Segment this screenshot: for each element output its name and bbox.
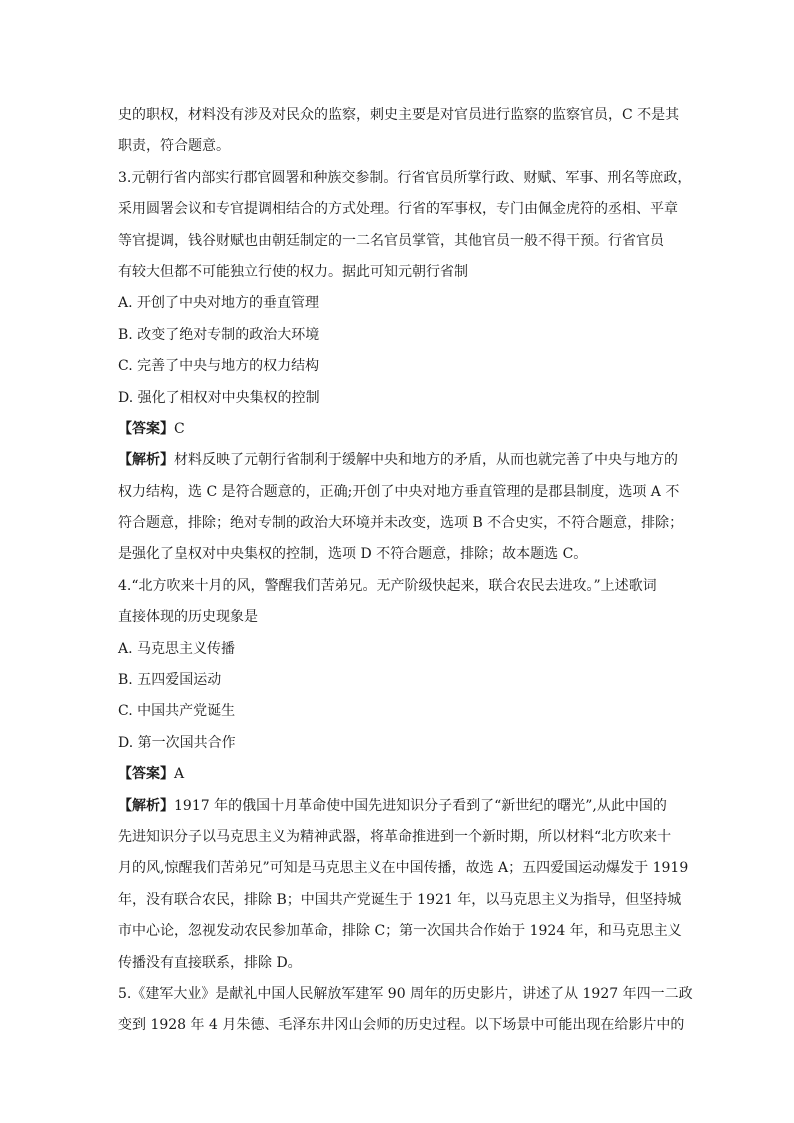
question-4-analysis-line: 先进知识分子以马克思主义为精神武器，将革命推进到一个新时期，所以材料“北方吹来十 <box>118 828 672 845</box>
intro-line: 职责，符合题意。 <box>118 138 230 155</box>
question-4-stem-line: 直接体现的历史现象是 <box>118 609 258 626</box>
question-3-option-d: D. 强化了相权对中央集权的控制 <box>118 389 320 406</box>
question-3-option-c: C. 完善了中央与地方的权力结构 <box>118 358 320 375</box>
question-4-option-a: A. 马克思主义传播 <box>118 640 236 657</box>
question-4-analysis-line: 月的风,惊醒我们苦弟兄”可知是马克思主义在中国传播，故选 A；五四爱国运动爆发于 1919 <box>118 860 689 877</box>
question-4-analysis-line: 传播没有直接联系，排除 D。 <box>118 954 302 971</box>
answer-label: 【答案】 <box>118 420 174 437</box>
question-3-option-a: A. 开创了中央对地方的垂直管理 <box>118 295 320 312</box>
analysis-label: 【解析】 <box>118 797 174 814</box>
question-4-analysis-line: 年，没有联合农民，排除 B；中国共产党诞生于 1921 年，以马克思主义为指导，但坚持城 <box>118 891 682 908</box>
answer-value: C <box>174 420 185 437</box>
analysis-label: 【解析】 <box>118 452 174 469</box>
answer-value: A <box>174 766 185 783</box>
question-4-analysis-line: 市中心论，忽视发动农民参加革命，排除 C；第一次国共合作始于 1924 年，和马克思主义 <box>118 923 682 940</box>
analysis-text: 材料反映了元朝行省制利于缓解中央和地方的矛盾，从而也就完善了中央与地方的 <box>174 452 678 469</box>
question-4-stem-line: 4.“北方吹来十月的风，警醒我们苦弟兄。无产阶级快起来，联合农民去进攻。”上述歌词 <box>118 577 657 594</box>
question-5-stem-line: 变到 1928 年 4 月朱德、毛泽东井冈山会师的历史过程。以下场景中可能出现在给影片中的 <box>118 1017 685 1034</box>
question-3-answer <box>118 414 678 445</box>
question-3-analysis-line <box>118 445 678 476</box>
question-3-stem-line: 有较大但都不可能独立行使的权力。据此可知元朝行省制 <box>118 263 468 280</box>
question-3-option-b: B. 改变了绝对专制的政治大环境 <box>118 326 320 343</box>
question-4-answer <box>118 759 678 790</box>
question-4-option-d: D. 第一次国共合作 <box>118 734 236 751</box>
question-3-stem-line: 采用圆署会议和专官提调相结合的方式处理。行省的军事权，专门由佩金虎符的丞相、平章 <box>118 201 678 218</box>
question-3-analysis-line: 是强化了皇权对中央集权的控制，选项 D 不符合题意，排除；故本题选 C。 <box>118 546 588 563</box>
question-5-stem-line: 5.《建军大业》是献礼中国人民解放军建军 90 周年的历史影片，讲述了从 1927 年四一二政 <box>118 985 693 1002</box>
question-4-option-c: C. 中国共产党诞生 <box>118 703 236 720</box>
question-4-option-b: B. 五四爱国运动 <box>118 672 222 689</box>
question-3-stem-line: 等官提调，钱谷财赋也由朝廷制定的一二名官员掌管，其他官员一般不得干预。行省官员 <box>118 232 664 249</box>
question-4-analysis-line <box>118 791 678 822</box>
answer-label: 【答案】 <box>118 766 174 783</box>
question-3-analysis-line: 权力结构，选 C 是符合题意的，正确;开创了中央对地方垂直管理的是郡县制度，选项 A 不 <box>118 483 680 500</box>
analysis-text: 1917 年的俄国十月革命使中国先进知识分子看到了“新世纪的曙光”,从此中国的 <box>174 797 667 814</box>
intro-line: 史的职权，材料没有涉及对民众的监察，刺史主要是对官员进行监察的监察官员，C 不是其 <box>118 107 680 123</box>
document-body <box>118 100 693 1042</box>
question-3-stem-line: 3.元朝行省内部实行郡官圆署和种族交参制。行省官员所掌行政、财赋、军事、刑名等庶政， <box>118 169 692 186</box>
question-3-analysis-line: 符合题意，排除；绝对专制的政治大环境并未改变，选项 B 不合史实，不符合题意，排除； <box>118 515 684 532</box>
